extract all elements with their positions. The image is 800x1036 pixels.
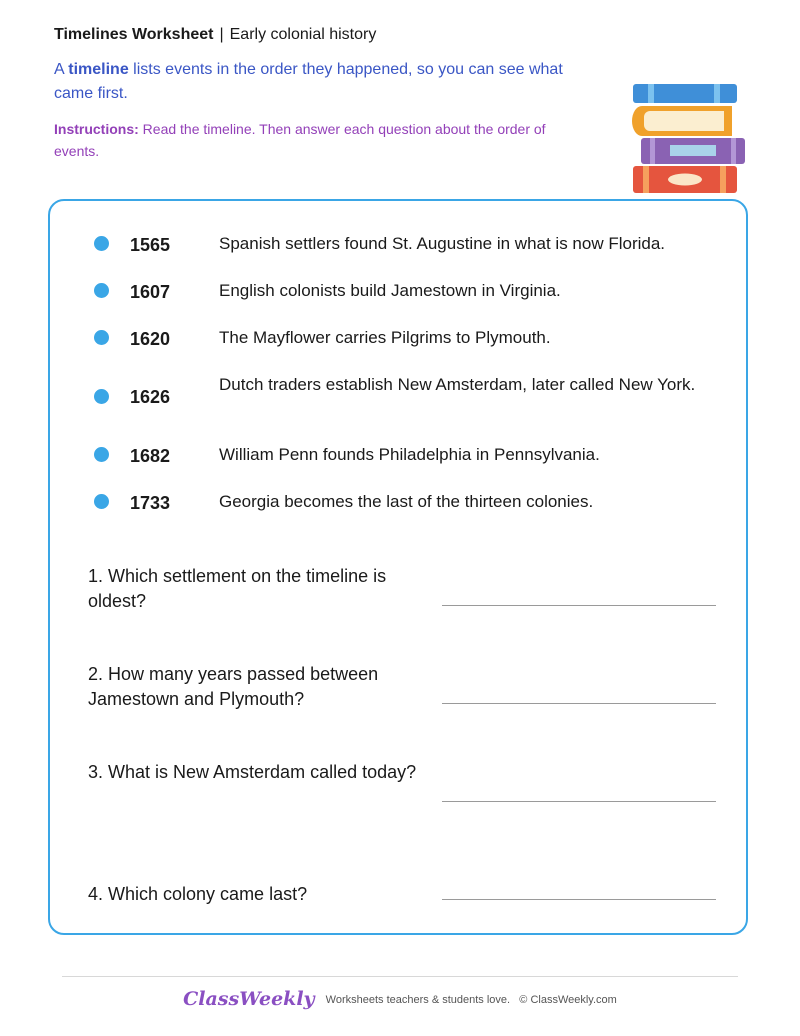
title-text: Timelines Worksheet	[54, 26, 214, 43]
bullet-dot-icon	[94, 330, 109, 345]
bullet-dot-icon	[94, 236, 109, 251]
worksheet-title	[54, 26, 376, 44]
footer-copyright: © ClassWeekly.com	[519, 994, 617, 1006]
question-2: 2. How many years passed between Jamestown and Plymouth?	[88, 664, 379, 709]
question-4: 4. Which colony came last?	[88, 884, 308, 904]
title-separator: |	[219, 26, 224, 43]
timeline-event: English colonists build Jamestown in Virginia.	[219, 281, 561, 300]
timeline-event: The Mayflower carries Pilgrims to Plymouth.	[219, 328, 551, 347]
footer-divider	[62, 976, 738, 977]
timeline-year: 1626	[130, 387, 171, 407]
answer-line-4[interactable]	[442, 899, 716, 900]
intro-term: timeline	[68, 61, 129, 78]
instructions	[54, 118, 594, 162]
question-1: 1. Which settlement on the timeline is oldest?	[88, 566, 387, 611]
timeline-year: 1620	[130, 329, 171, 349]
answer-line-1[interactable]	[442, 605, 716, 606]
instructions-body: Read the timeline. Then answer each question about the order of events.	[54, 121, 546, 159]
footer-tagline: Worksheets teachers & students love.	[325, 994, 511, 1006]
answer-line-2[interactable]	[442, 703, 716, 704]
brand-logo[interactable]: ClassWeekly	[183, 988, 315, 1010]
stack-of-books-icon	[628, 80, 750, 196]
bullet-dot-icon	[94, 447, 109, 462]
timeline-event: William Penn founds Philadelphia in Pennsylvania.	[219, 445, 600, 464]
answer-line-3[interactable]	[442, 801, 716, 802]
timeline-year: 1682	[130, 446, 171, 466]
intro-prefix: A	[54, 61, 64, 78]
timeline-card	[48, 199, 748, 935]
intro-body: lists events in the order they happened, so you can see what came first.	[54, 61, 563, 102]
timeline-event: Georgia becomes the last of the thirteen colonies.	[219, 492, 594, 511]
bullet-dot-icon	[94, 494, 109, 509]
intro-text	[54, 58, 574, 106]
bullet-dot-icon	[94, 389, 109, 404]
instructions-label: Instructions:	[54, 121, 139, 137]
timeline-year: 1733	[130, 493, 171, 513]
timeline-event: Spanish settlers found St. Augustine in what is now Florida.	[219, 234, 666, 253]
timeline-year: 1607	[130, 282, 171, 302]
timeline-year: 1565	[130, 235, 171, 255]
footer	[0, 988, 800, 1010]
question-3: 3. What is New Amsterdam called today?	[88, 762, 417, 782]
timeline-event: Dutch traders establish New Amsterdam, later called New York.	[219, 375, 696, 394]
subtitle-text: Early colonial history	[229, 26, 377, 43]
bullet-dot-icon	[94, 283, 109, 298]
